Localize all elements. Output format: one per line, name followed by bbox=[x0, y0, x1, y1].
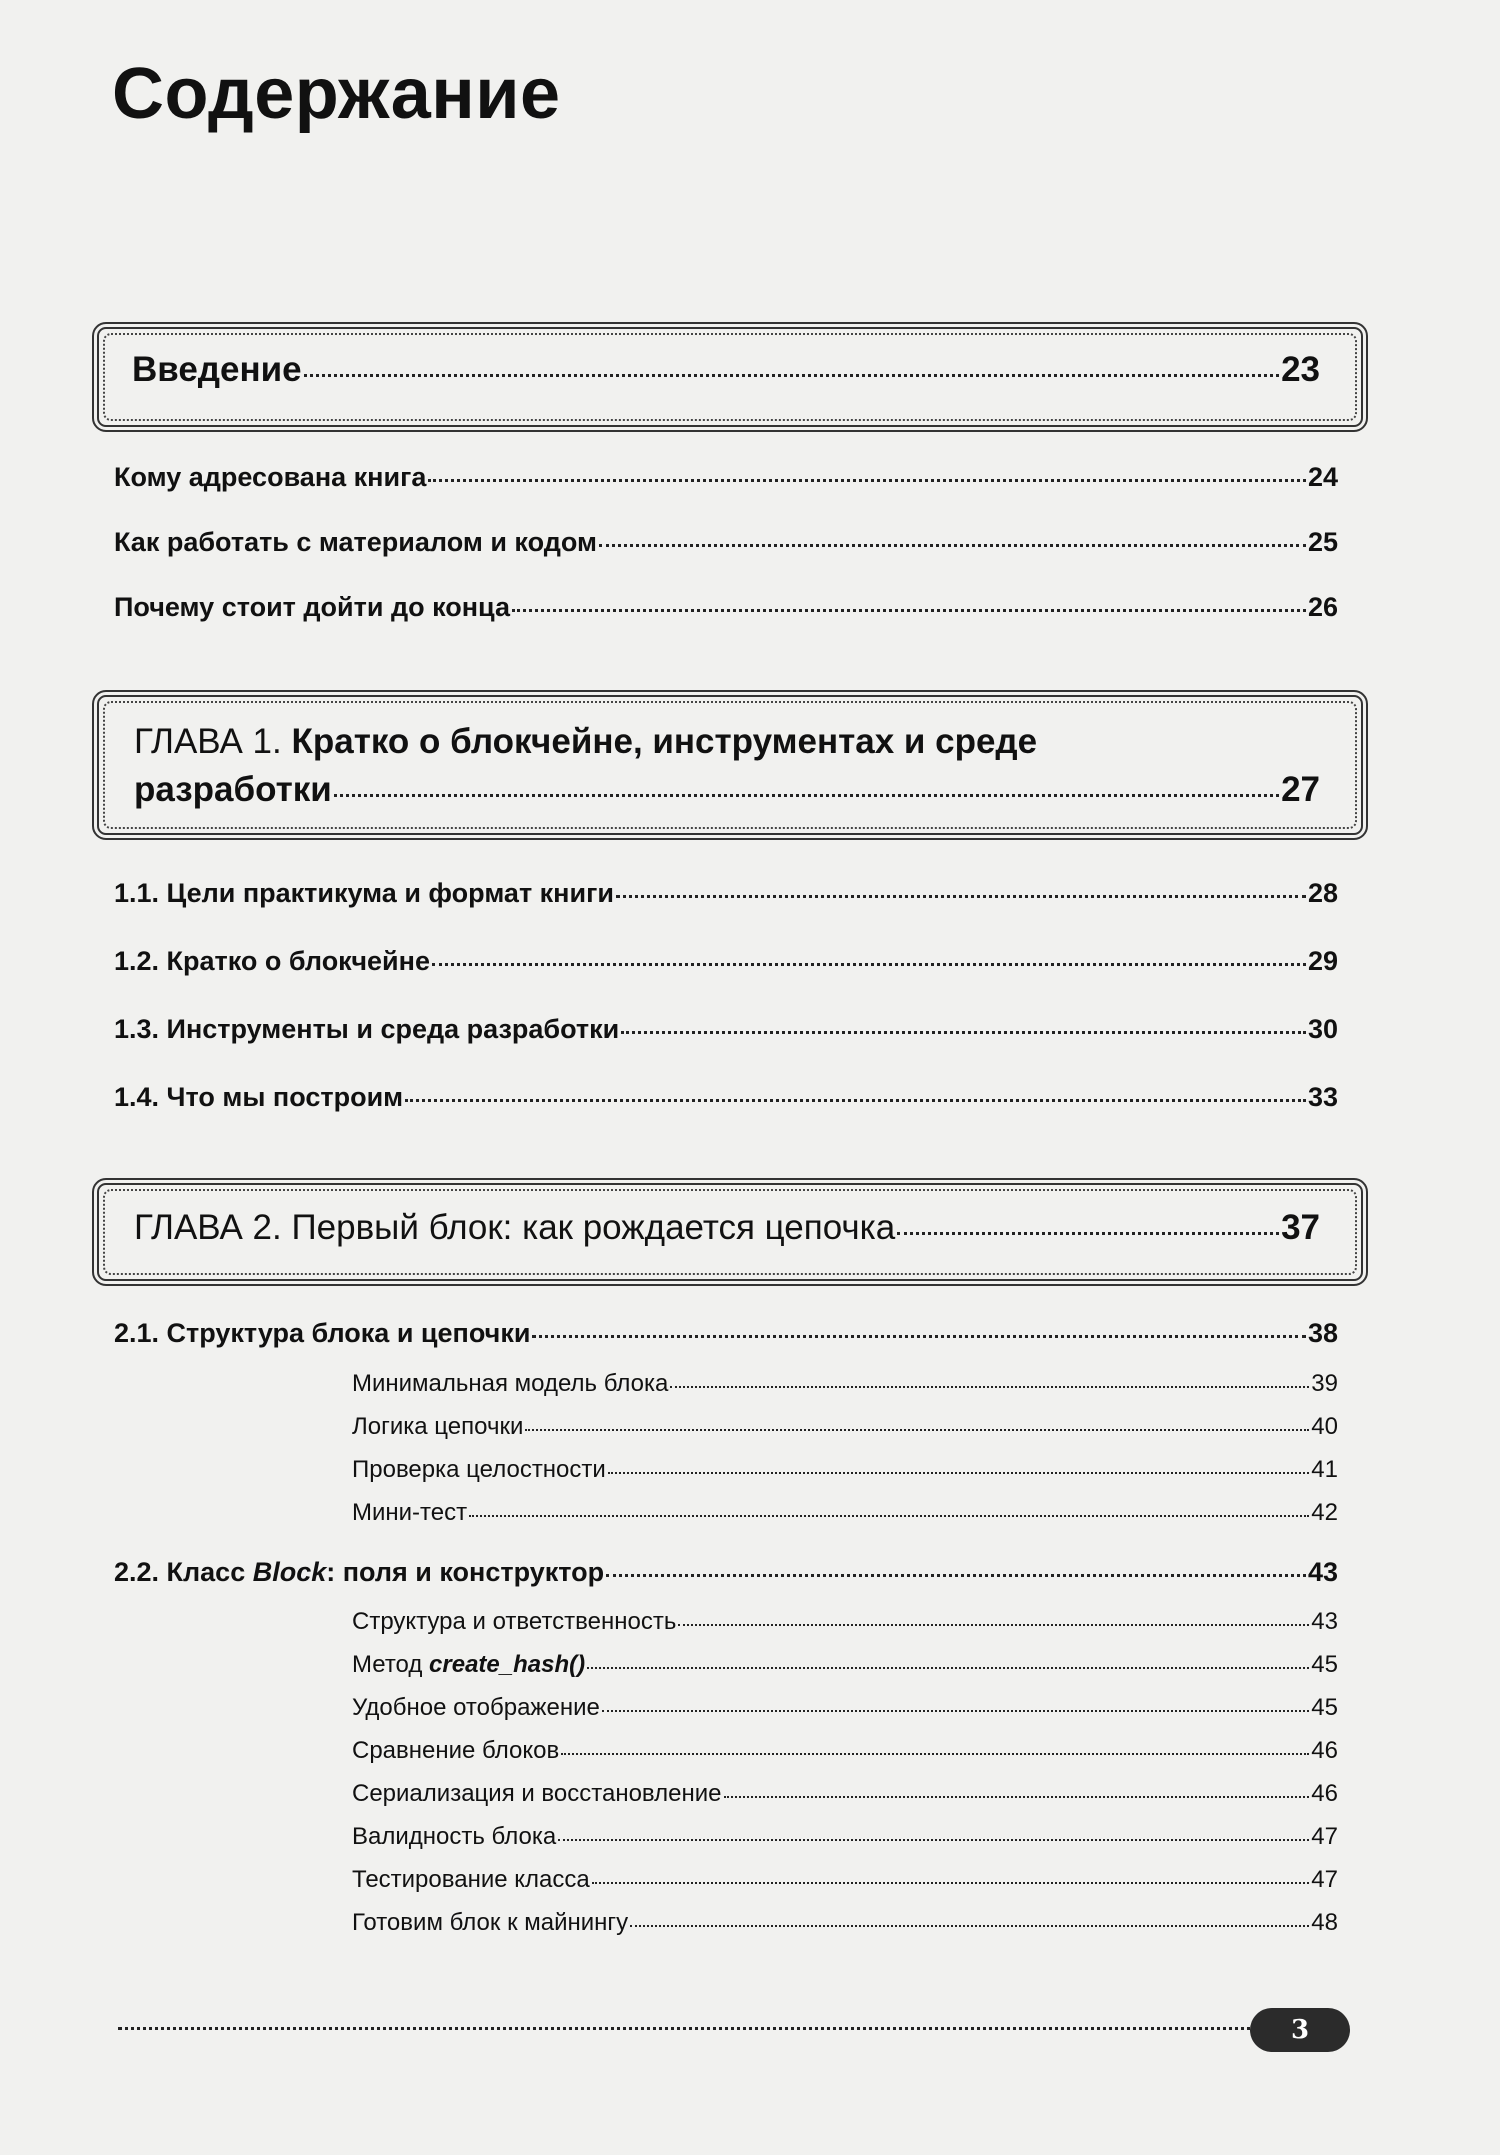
toc-item-title: Удобное отображение bbox=[352, 1694, 600, 1721]
toc-item-title-group bbox=[352, 1651, 585, 1679]
leader-dots bbox=[616, 895, 1306, 898]
toc-item-title: Тестирование класса bbox=[352, 1866, 590, 1893]
section-1-1[interactable] bbox=[114, 878, 1338, 909]
toc-item-title: Логика цепочки bbox=[352, 1413, 524, 1440]
leader-dots bbox=[525, 1429, 1309, 1431]
title-suffix: : поля и конструктор bbox=[326, 1557, 605, 1587]
chapter1-entry[interactable] bbox=[134, 770, 1320, 810]
chapter2-entry[interactable] bbox=[134, 1208, 1320, 1248]
section-1-4[interactable] bbox=[114, 1082, 1338, 1113]
toc-item-page: 33 bbox=[1307, 1082, 1338, 1112]
toc-item-page: 30 bbox=[1307, 1014, 1338, 1044]
leader-dots bbox=[621, 1031, 1306, 1034]
leader-dots bbox=[532, 1335, 1306, 1338]
chapter1-title: Кратко о блокчейне, инструментах и среде bbox=[291, 722, 1038, 761]
subsection-item[interactable] bbox=[352, 1823, 1338, 1851]
leader-dots bbox=[432, 963, 1306, 966]
toc-item-page: 43 bbox=[1311, 1608, 1338, 1635]
subsection-item[interactable] bbox=[352, 1866, 1338, 1894]
subsection-item[interactable] bbox=[352, 1694, 1338, 1722]
subsection-item[interactable] bbox=[352, 1370, 1338, 1398]
toc-item-page: 24 bbox=[1307, 462, 1338, 492]
title-prefix: Метод bbox=[352, 1651, 430, 1678]
toc-item-title: 1.3. Инструменты и среда разработки bbox=[114, 1014, 620, 1044]
toc-item-title: Почему стоит дойти до конца bbox=[114, 592, 510, 622]
toc-item-page: 41 bbox=[1311, 1456, 1338, 1483]
leader-dots bbox=[592, 1882, 1310, 1884]
toc-item-title: Сравнение блоков bbox=[352, 1737, 560, 1764]
toc-item-page: 45 bbox=[1311, 1651, 1338, 1678]
leader-dots bbox=[606, 1574, 1306, 1577]
toc-item-page: 43 bbox=[1307, 1557, 1338, 1587]
toc-item-title: Мини-тест bbox=[352, 1499, 468, 1526]
chapter2-title: Первый блок: как рождается цепочка bbox=[291, 1208, 896, 1247]
leader-dots bbox=[334, 794, 1279, 797]
toc-item-page: 48 bbox=[1311, 1909, 1338, 1936]
subsection-item[interactable] bbox=[352, 1651, 1338, 1679]
toc-item-title: 2.1. Структура блока и цепочки bbox=[114, 1318, 531, 1348]
leader-dots bbox=[608, 1472, 1309, 1474]
intro-page: 23 bbox=[1281, 350, 1320, 389]
chapter2-title-group bbox=[134, 1208, 895, 1248]
toc-item-title: Валидность блока bbox=[352, 1823, 557, 1850]
intro-item-3[interactable] bbox=[114, 592, 1338, 623]
subsection-item[interactable] bbox=[352, 1909, 1338, 1937]
leader-dots bbox=[512, 609, 1306, 612]
toc-item-title: Сериализация и восстановление bbox=[352, 1780, 722, 1807]
subsection-item[interactable] bbox=[352, 1608, 1338, 1636]
toc-item-title: Кому адресована книга bbox=[114, 462, 427, 492]
footer-rule bbox=[118, 2027, 1258, 2030]
toc-item-page: 38 bbox=[1307, 1318, 1338, 1348]
leader-dots bbox=[724, 1796, 1310, 1798]
subsection-item[interactable] bbox=[352, 1737, 1338, 1765]
toc-item-page: 47 bbox=[1311, 1823, 1338, 1850]
chapter1-box bbox=[92, 690, 1368, 840]
subsection-item[interactable] bbox=[352, 1413, 1338, 1441]
toc-item-title: Структура и ответственность bbox=[352, 1608, 677, 1635]
section-2-1[interactable] bbox=[114, 1318, 1338, 1349]
leader-dots bbox=[670, 1386, 1309, 1388]
subsection-item[interactable] bbox=[352, 1499, 1338, 1527]
leader-dots bbox=[630, 1925, 1309, 1927]
leader-dots bbox=[405, 1099, 1306, 1102]
section-1-2[interactable] bbox=[114, 946, 1338, 977]
leader-dots bbox=[599, 544, 1306, 547]
leader-dots bbox=[587, 1667, 1309, 1669]
chapter1-label: ГЛАВА 1. bbox=[134, 722, 282, 761]
chapter2-page: 37 bbox=[1281, 1208, 1320, 1247]
toc-item-page: 26 bbox=[1307, 592, 1338, 622]
section-2-2[interactable] bbox=[114, 1557, 1338, 1588]
toc-item-page: 46 bbox=[1311, 1780, 1338, 1807]
chapter1-page: 27 bbox=[1281, 770, 1320, 809]
chapter1-title-line1[interactable] bbox=[134, 722, 1037, 762]
leader-dots bbox=[561, 1753, 1309, 1755]
toc-item-title: 1.4. Что мы построим bbox=[114, 1082, 404, 1112]
leader-dots bbox=[897, 1232, 1279, 1235]
page-title: Содержание bbox=[112, 54, 561, 134]
toc-item-page: 25 bbox=[1307, 527, 1338, 557]
toc-item-title: 1.2. Кратко о блокчейне bbox=[114, 946, 430, 976]
toc-item-page: 28 bbox=[1307, 878, 1338, 908]
toc-item-title: Как работать с материалом и кодом bbox=[114, 527, 597, 557]
class-name: Block bbox=[252, 1557, 327, 1587]
leader-dots bbox=[304, 374, 1279, 377]
toc-item-title-group bbox=[114, 1557, 604, 1588]
toc-item-page: 46 bbox=[1311, 1737, 1338, 1764]
toc-item-title: Минимальная модель блока bbox=[352, 1370, 669, 1397]
leader-dots bbox=[678, 1624, 1309, 1626]
intro-item-2[interactable] bbox=[114, 527, 1338, 558]
leader-dots bbox=[558, 1839, 1309, 1841]
toc-item-page: 40 bbox=[1311, 1413, 1338, 1440]
subsection-item[interactable] bbox=[352, 1456, 1338, 1484]
toc-item-page: 45 bbox=[1311, 1694, 1338, 1721]
chapter2-label: ГЛАВА 2. bbox=[134, 1208, 282, 1247]
section-1-3[interactable] bbox=[114, 1014, 1338, 1045]
toc-item-page: 29 bbox=[1307, 946, 1338, 976]
page-number-badge: 3 bbox=[1250, 2008, 1350, 2052]
toc-item-title: 1.1. Цели практикума и формат книги bbox=[114, 878, 614, 908]
toc-item-page: 47 bbox=[1311, 1866, 1338, 1893]
toc-item-page: 39 bbox=[1311, 1370, 1338, 1397]
intro-title: Введение bbox=[132, 350, 302, 389]
subsection-item[interactable] bbox=[352, 1780, 1338, 1808]
intro-item-1[interactable] bbox=[114, 462, 1338, 493]
leader-dots bbox=[469, 1515, 1309, 1517]
method-name: create_hash() bbox=[429, 1651, 586, 1678]
chapter1-title-cont: разработки bbox=[134, 770, 332, 809]
intro-entry[interactable] bbox=[132, 350, 1320, 390]
toc-item-title: Проверка целостности bbox=[352, 1456, 606, 1483]
toc-item-title: Готовим блок к майнингу bbox=[352, 1909, 629, 1936]
leader-dots bbox=[602, 1710, 1309, 1712]
toc-item-page: 42 bbox=[1311, 1499, 1338, 1526]
leader-dots bbox=[428, 479, 1306, 482]
title-prefix: 2.2. Класс bbox=[114, 1557, 253, 1587]
